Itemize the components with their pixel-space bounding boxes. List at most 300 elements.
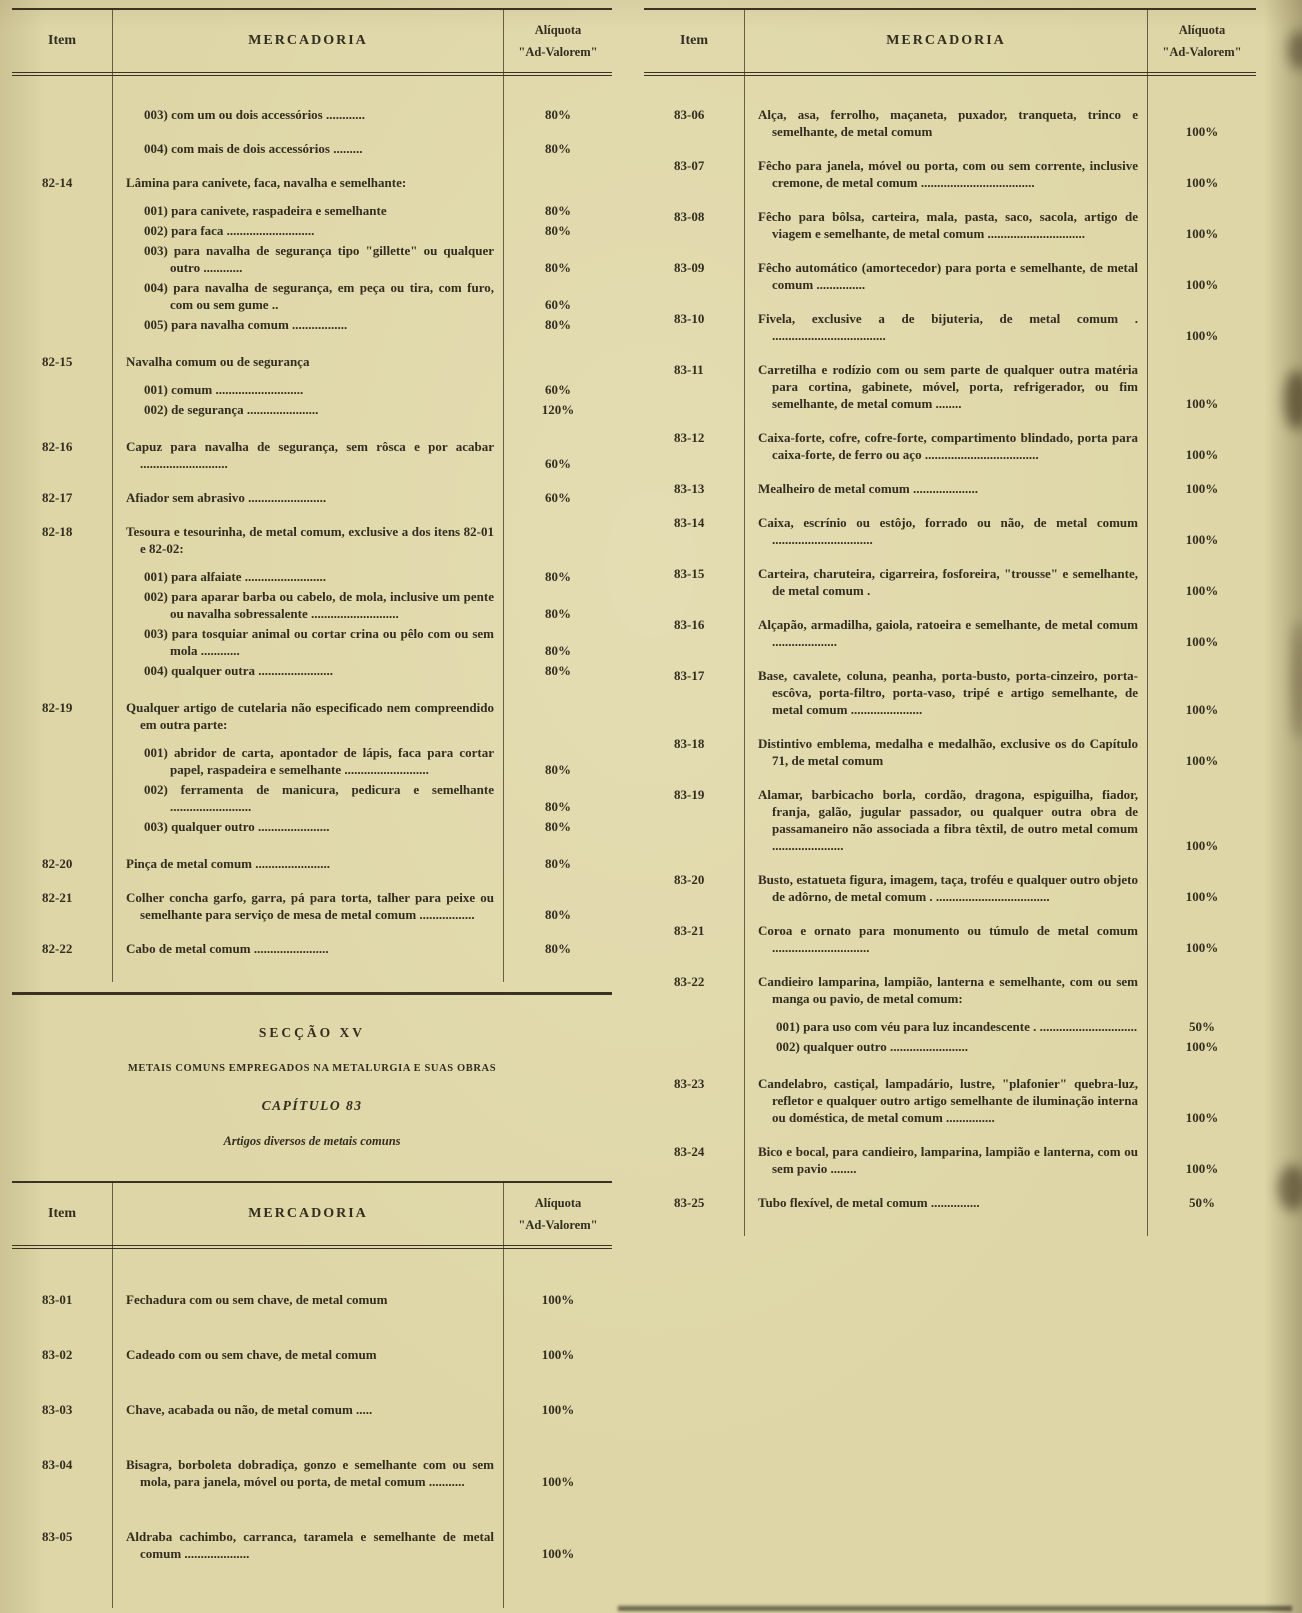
column-header-mercadoria: MERCADORIA <box>248 33 368 48</box>
entry-rate: 80% <box>545 819 571 834</box>
table-row <box>12 140 612 157</box>
row-body <box>744 973 1256 1058</box>
entry-rate: 60% <box>545 456 571 471</box>
row-body <box>744 922 1256 956</box>
item-code: 83-15 <box>674 566 705 581</box>
entry-description: 003) qualquer outro ...................... <box>144 819 330 834</box>
row-body <box>112 1401 612 1418</box>
scan-stain <box>1278 1165 1302 1211</box>
section-subtitle: METAIS COMUNS EMPREGADOS NA METALURGIA E SUAS OBRAS <box>127 1063 497 1074</box>
aliquota-label: Alíquota <box>1178 22 1226 37</box>
sub-entries <box>112 568 612 679</box>
table-row <box>12 523 612 682</box>
table-row <box>644 922 1256 956</box>
item-code: 82-20 <box>42 856 73 871</box>
entry-rate: 100% <box>1185 702 1219 717</box>
table-row <box>12 489 612 506</box>
entry-description: 002) para aparar barba ou cabelo, de mola, inclusive um pente ou navalha sobressalente ........................... <box>144 589 494 621</box>
tariff-entry <box>744 1075 1256 1126</box>
tariff-entry <box>744 1038 1256 1055</box>
entry-description: Candelabro, castiçal, lampadário, lustre, "plafonier" quebra-luz, refletor e qualquer outro artigo semelhante de iluminação interna ou doméstica, de metal comum ............... <box>758 1076 1138 1125</box>
entry-rate: 100% <box>1185 396 1219 411</box>
entry-description: 002) qualquer outro ........................ <box>776 1039 969 1054</box>
item-code: 83-12 <box>674 430 705 445</box>
tariff-entry <box>744 259 1256 293</box>
item-code: 82-17 <box>42 490 73 505</box>
left-column <box>12 8 612 1608</box>
item-code: 83-25 <box>674 1195 705 1210</box>
item-code: 83-14 <box>674 515 705 530</box>
entry-description: 001) comum ........................... <box>144 382 304 397</box>
row-body <box>112 438 612 472</box>
table-body <box>12 76 612 982</box>
tariff-entry <box>112 316 612 333</box>
column-header-aliquota <box>504 1183 612 1245</box>
tariff-entry <box>744 871 1256 905</box>
entry-rate: 80% <box>545 941 571 956</box>
entry-rate: 80% <box>545 260 571 275</box>
scan-artifact <box>618 1606 1292 1611</box>
item-code: 83-21 <box>674 923 705 938</box>
entry-rate: 50% <box>1189 1195 1215 1210</box>
entry-description: Capuz para navalha de segurança, sem rôsca e por acabar ........................... <box>126 439 494 471</box>
tariff-entry <box>112 523 612 557</box>
entry-description: 003) com um ou dois accessórios ............ <box>144 107 365 122</box>
ad-valorem-label: "Ad-Valorem" <box>518 44 598 59</box>
item-code: 83-20 <box>674 872 705 887</box>
tariff-entry <box>744 565 1256 599</box>
entry-description: 003) para tosquiar animal ou cortar crina ou pêlo com ou sem mola ............ <box>144 626 494 658</box>
entry-rate: 100% <box>1185 1161 1219 1176</box>
item-code: 83-18 <box>674 736 705 751</box>
entry-description: 002) de segurança ...................... <box>144 402 319 417</box>
table-row <box>644 871 1256 905</box>
entry-rate: 80% <box>545 606 571 621</box>
item-code: 83-17 <box>674 668 705 683</box>
tariff-entry <box>112 940 612 957</box>
entry-description: Afiador sem abrasivo ........................ <box>126 490 327 505</box>
row-body <box>744 480 1256 497</box>
entry-description: Navalha comum ou de segurança <box>126 354 310 369</box>
tariff-entry <box>112 818 612 835</box>
column-header-item: Item <box>680 33 708 48</box>
entry-description: 005) para navalha comum ................. <box>144 317 348 332</box>
column-rule <box>744 8 745 1236</box>
entry-rate: 100% <box>1185 634 1219 649</box>
entry-rate: 100% <box>541 1347 575 1362</box>
entry-description: Alçapão, armadilha, gaiola, ratoeira e semelhante, de metal comum .................... <box>758 617 1138 649</box>
row-body <box>744 157 1256 191</box>
tariff-entry <box>112 202 612 219</box>
entry-rate: 60% <box>545 490 571 505</box>
row-body <box>744 106 1256 140</box>
entry-rate: 80% <box>545 663 571 678</box>
tariff-entry <box>744 1018 1256 1035</box>
tariff-entry <box>744 735 1256 769</box>
item-code: 83-03 <box>42 1402 73 1417</box>
table-row <box>644 259 1256 293</box>
tariff-entry <box>744 922 1256 956</box>
tariff-entry <box>744 616 1256 650</box>
entry-rate: 100% <box>1185 447 1219 462</box>
entry-description: Bico e bocal, para candieiro, lamparina, lampião e lanterna, com ou sem pavio ........ <box>758 1144 1138 1176</box>
entry-description: Aldraba cachimbo, carranca, taramela e semelhante de metal comum .................... <box>126 1529 494 1561</box>
entry-description: Mealheiro de metal comum .................... <box>758 481 978 496</box>
item-code: 83-02 <box>42 1347 73 1362</box>
table-row <box>12 699 612 838</box>
table-row <box>644 786 1256 854</box>
tariff-entry <box>112 781 612 815</box>
section-divider <box>12 992 612 1155</box>
row-body <box>744 1075 1256 1126</box>
table-row <box>12 1401 612 1418</box>
table-body <box>644 76 1256 1236</box>
tariff-entry <box>744 480 1256 497</box>
tariff-entry <box>112 744 612 778</box>
entry-rate: 80% <box>545 317 571 332</box>
entry-rate: 100% <box>1185 481 1219 496</box>
entry-description: Qualquer artigo de cutelaria não especificado nem compreendido em outra parte: <box>126 700 494 732</box>
item-code: 83-23 <box>674 1076 705 1091</box>
item-code: 83-10 <box>674 311 705 326</box>
scan-stain <box>1284 370 1302 430</box>
item-code: 82-22 <box>42 941 73 956</box>
table-row <box>12 438 612 472</box>
entry-description: Cadeado com ou sem chave, de metal comum <box>126 1347 377 1362</box>
entry-rate: 100% <box>1185 226 1219 241</box>
entry-rate: 100% <box>1185 124 1219 139</box>
row-body <box>112 353 612 421</box>
table-row <box>644 361 1256 412</box>
entry-description: 004) para navalha de segurança, em peça ou tira, com furo, com ou sem gume .. <box>144 280 494 312</box>
table-row <box>644 514 1256 548</box>
tariff-entry <box>112 1346 612 1363</box>
table-row <box>644 106 1256 140</box>
item-code: 82-19 <box>42 700 73 715</box>
entry-rate: 80% <box>545 907 571 922</box>
table-row <box>12 855 612 872</box>
table-row <box>644 480 1256 497</box>
entry-rate: 80% <box>545 856 571 871</box>
entry-description: Tubo flexível, de metal comum ............... <box>758 1195 980 1210</box>
entry-description: Cabo de metal comum ....................... <box>126 941 329 956</box>
column-header-aliquota <box>504 10 612 72</box>
row-body <box>112 1291 612 1308</box>
entry-rate: 100% <box>1185 889 1219 904</box>
entry-description: Carteira, charuteira, cigarreira, fosforeira, "trousse" e semelhante, de metal comum . <box>758 566 1138 598</box>
entry-description: Distintivo emblema, medalha e medalhão, exclusive os do Capítulo 71, de metal comum <box>758 736 1138 768</box>
tariff-entry <box>744 1143 1256 1177</box>
entry-rate: 80% <box>545 762 571 777</box>
row-body <box>112 1456 612 1490</box>
row-body <box>112 889 612 923</box>
row-body <box>112 140 612 157</box>
tariff-table-left-top <box>12 8 612 982</box>
tariff-entry <box>744 106 1256 140</box>
row-body <box>112 699 612 838</box>
aliquota-label: Alíquota <box>534 1195 582 1210</box>
tariff-entry <box>744 667 1256 718</box>
row-body <box>112 940 612 957</box>
row-body <box>744 667 1256 718</box>
tariff-entry <box>112 222 612 239</box>
entry-rate: 100% <box>1185 1110 1219 1125</box>
entry-description: 001) para alfaiate ......................... <box>144 569 326 584</box>
tariff-entry <box>112 140 612 157</box>
table-row <box>644 310 1256 344</box>
entry-description: 004) qualquer outra ....................... <box>144 663 333 678</box>
table-row <box>12 1528 612 1562</box>
column-rule <box>1147 8 1148 1236</box>
table-row <box>644 565 1256 599</box>
section-title: SECÇÃO XV <box>258 1025 366 1040</box>
tariff-entry <box>112 1528 612 1562</box>
row-body <box>744 1143 1256 1177</box>
item-code: 82-16 <box>42 439 73 454</box>
table-row <box>644 157 1256 191</box>
tariff-entry <box>112 438 612 472</box>
row-body <box>112 855 612 872</box>
tariff-entry <box>112 381 612 398</box>
entry-description: Fechadura com ou sem chave, de metal comum <box>126 1292 388 1307</box>
entry-rate: 100% <box>1185 175 1219 190</box>
ad-valorem-label: "Ad-Valorem" <box>518 1217 598 1232</box>
entry-description: Busto, estatueta figura, imagem, taça, troféu e qualquer outro objeto de adôrno, de metal comum . ................................... <box>758 872 1138 904</box>
row-body <box>112 523 612 682</box>
tariff-entry <box>744 208 1256 242</box>
row-body <box>112 1346 612 1363</box>
entry-description: Lâmina para canivete, faca, navalha e semelhante: <box>126 175 407 190</box>
tariff-entry <box>112 889 612 923</box>
aliquota-label: Alíquota <box>534 22 582 37</box>
tariff-entry <box>112 279 612 313</box>
table-row <box>12 1456 612 1490</box>
entry-description: Chave, acabada ou não, de metal comum ..... <box>126 1402 373 1417</box>
table-row <box>644 735 1256 769</box>
tariff-entry <box>112 242 612 276</box>
sub-entries <box>112 381 612 418</box>
item-code <box>12 106 112 123</box>
entry-rate: 100% <box>541 1292 575 1307</box>
row-body <box>744 208 1256 242</box>
tariff-entry <box>112 174 612 191</box>
tariff-entry <box>112 1456 612 1490</box>
tariff-entry <box>744 1194 1256 1211</box>
item-code: 83-22 <box>674 974 705 989</box>
entry-rate: 80% <box>545 223 571 238</box>
column-header-item: Item <box>48 33 76 48</box>
tariff-entry <box>744 157 1256 191</box>
entry-rate: 100% <box>1185 1039 1219 1054</box>
sub-entries <box>112 202 612 333</box>
column-rule <box>503 8 504 982</box>
entry-description: Alamar, barbicacho borla, cordão, dragona, espiguilha, fiador, franja, galão, jugular passador, ou qualquer outra obra de passamaneiro não associada a fibra têxtil, de outro metal comum ...................... <box>758 787 1138 853</box>
entry-rate: 60% <box>545 297 571 312</box>
tariff-entry <box>112 106 612 123</box>
column-header-item: Item <box>48 1206 76 1221</box>
entry-description: Fêcho para bôlsa, carteira, mala, pasta, saco, sacola, artigo de viagem e semelhante, de metal comum .............................. <box>758 209 1138 241</box>
entry-description: 003) para navalha de segurança tipo "gillette" ou qualquer outro ............ <box>144 243 494 275</box>
row-body <box>744 786 1256 854</box>
item-code: 83-05 <box>42 1529 73 1544</box>
tariff-table-left-bottom <box>12 1181 612 1608</box>
entry-description: Bisagra, borboleta dobradiça, gonzo e semelhante com ou sem mola, para janela, móvel ou porta, de metal comum ........... <box>126 1457 494 1489</box>
tariff-entry <box>744 514 1256 548</box>
entry-description: Tesoura e tesourinha, de metal comum, exclusive a dos itens 82-01 e 82-02: <box>126 524 494 556</box>
chapter-title: CAPÍTULO 83 <box>261 1098 363 1113</box>
tariff-entry <box>744 973 1256 1007</box>
entry-description: Alça, asa, ferrolho, maçaneta, puxador, tranqueta, trinco e semelhante, de metal comum <box>758 107 1138 139</box>
row-body <box>112 1528 612 1562</box>
table-row <box>12 1346 612 1363</box>
item-code: 83-13 <box>674 481 705 496</box>
entry-description: Caixa, escrínio ou estôjo, forrado ou não, de metal comum ............................... <box>758 515 1138 547</box>
tariff-entry <box>112 699 612 733</box>
item-code: 82-15 <box>42 354 73 369</box>
tariff-entry <box>744 786 1256 854</box>
table-row <box>644 208 1256 242</box>
tariff-entry <box>112 662 612 679</box>
column-header-mercadoria: MERCADORIA <box>886 33 1006 48</box>
column-rule <box>112 1181 113 1608</box>
entry-description: Coroa e ornato para monumento ou túmulo de metal comum .............................. <box>758 923 1138 955</box>
entry-description: Carretilha e rodízio com ou sem parte de qualquer outra matéria para cortina, gabinete, móvel, porta, refrigerador, ou fim semelhante, de metal comum ........ <box>758 362 1138 411</box>
scan-stain <box>1292 620 1302 740</box>
row-body <box>744 429 1256 463</box>
item-code: 83-06 <box>674 107 705 122</box>
entry-description: 001) para canivete, raspadeira e semelhante <box>144 203 387 218</box>
entry-rate: 80% <box>545 107 571 122</box>
entry-description: Pinça de metal comum ....................... <box>126 856 331 871</box>
entry-rate: 100% <box>1185 532 1219 547</box>
entry-rate: 100% <box>1185 583 1219 598</box>
row-body <box>744 565 1256 599</box>
scan-stain <box>1288 30 1302 70</box>
column-header-aliquota <box>1148 10 1256 72</box>
column-rule <box>112 8 113 982</box>
row-body <box>112 489 612 506</box>
tariff-entry <box>112 588 612 622</box>
item-code: 83-01 <box>42 1292 73 1307</box>
entry-rate: 80% <box>545 203 571 218</box>
table-row <box>644 973 1256 1058</box>
item-code: 83-08 <box>674 209 705 224</box>
column-rule <box>503 1181 504 1608</box>
tariff-entry <box>744 429 1256 463</box>
table-row <box>644 1194 1256 1211</box>
sub-entries <box>744 1018 1256 1055</box>
tariff-entry <box>112 353 612 370</box>
tariff-entry <box>112 1401 612 1418</box>
entry-rate: 100% <box>1185 838 1219 853</box>
row-body <box>744 361 1256 412</box>
table-row <box>644 1075 1256 1126</box>
entry-rate: 80% <box>545 799 571 814</box>
item-code: 83-11 <box>674 362 704 377</box>
table-row <box>12 106 612 123</box>
table-row <box>12 889 612 923</box>
item-code <box>12 140 112 157</box>
item-code: 83-09 <box>674 260 705 275</box>
entry-rate: 80% <box>545 643 571 658</box>
tariff-entry <box>744 361 1256 412</box>
item-code: 83-16 <box>674 617 705 632</box>
row-body <box>744 514 1256 548</box>
item-code: 83-04 <box>42 1457 73 1472</box>
entry-rate: 50% <box>1189 1019 1215 1034</box>
entry-rate: 100% <box>541 1474 575 1489</box>
entry-description: Colher concha garfo, garra, pá para torta, talher para peixe ou semelhante para serviço de mesa de metal comum ................. <box>126 890 494 922</box>
tariff-entry <box>112 401 612 418</box>
entry-rate: 100% <box>1185 328 1219 343</box>
tariff-entry <box>112 625 612 659</box>
row-body <box>744 735 1256 769</box>
entry-rate: 100% <box>541 1546 575 1561</box>
table-row <box>12 1291 612 1308</box>
row-body <box>744 310 1256 344</box>
entry-description: 002) para faca ........................... <box>144 223 315 238</box>
chapter-subtitle: Artigos diversos de metais comuns <box>223 1134 401 1148</box>
entry-rate: 80% <box>545 569 571 584</box>
item-code: 82-21 <box>42 890 73 905</box>
sub-entries <box>112 744 612 835</box>
tariff-entry <box>112 568 612 585</box>
entry-description: Fêcho automático (amortecedor) para porta e semelhante, de metal comum ............... <box>758 260 1138 292</box>
entry-description: Fêcho para janela, móvel ou porta, com ou sem corrente, inclusive cremone, de metal comum ................................... <box>758 158 1138 190</box>
table-header <box>12 1181 612 1249</box>
row-body <box>744 616 1256 650</box>
tariff-entry <box>112 489 612 506</box>
table-row <box>12 353 612 421</box>
row-body <box>744 871 1256 905</box>
entry-description: 001) abridor de carta, apontador de lápis, faca para cortar papel, raspadeira e semelhante .......................... <box>144 745 494 777</box>
table-row <box>644 429 1256 463</box>
tariff-entry <box>744 310 1256 344</box>
row-body <box>744 259 1256 293</box>
entry-description: Caixa-forte, cofre, cofre-forte, compartimento blindado, porta para caixa-forte, de ferro ou aço ................................... <box>758 430 1138 462</box>
item-code: 82-18 <box>42 524 73 539</box>
table-body <box>12 1249 612 1608</box>
table-row <box>12 174 612 336</box>
entry-description: Fivela, exclusive a de bijuteria, de metal comum . ................................... <box>758 311 1138 343</box>
row-body <box>112 106 612 123</box>
column-header-mercadoria: MERCADORIA <box>248 1206 368 1221</box>
entry-description: 002) ferramenta de manicura, pedicura e semelhante ......................... <box>144 782 494 814</box>
row-body <box>112 174 612 336</box>
table-row <box>12 940 612 957</box>
item-code: 83-24 <box>674 1144 705 1159</box>
tariff-entry <box>112 1291 612 1308</box>
item-code: 83-19 <box>674 787 705 802</box>
tariff-entry <box>112 855 612 872</box>
table-header <box>644 8 1256 76</box>
item-code: 83-07 <box>674 158 705 173</box>
row-body <box>744 1194 1256 1211</box>
entry-description: Candieiro lamparina, lampião, lanterna e semelhante, com ou sem manga ou pavio, de metal comum: <box>758 974 1138 1006</box>
table-row <box>644 616 1256 650</box>
entry-description: 004) com mais de dois accessórios ......... <box>144 141 363 156</box>
entry-rate: 80% <box>545 141 571 156</box>
tariff-table-right <box>644 8 1256 1236</box>
entry-rate: 60% <box>545 382 571 397</box>
entry-description: Base, cavalete, coluna, peanha, porta-busto, porta-cinzeiro, porta-escôva, porta-filtro, porta-vaso, tripé e artigo semelhante, de metal comum ...................... <box>758 668 1138 717</box>
entry-rate: 100% <box>541 1402 575 1417</box>
entry-rate: 100% <box>1185 940 1219 955</box>
entry-rate: 100% <box>1185 277 1219 292</box>
right-column <box>644 8 1256 1236</box>
entry-description: 001) para uso com véu para luz incandescente . .............................. <box>776 1019 1138 1034</box>
item-code: 82-14 <box>42 175 73 190</box>
